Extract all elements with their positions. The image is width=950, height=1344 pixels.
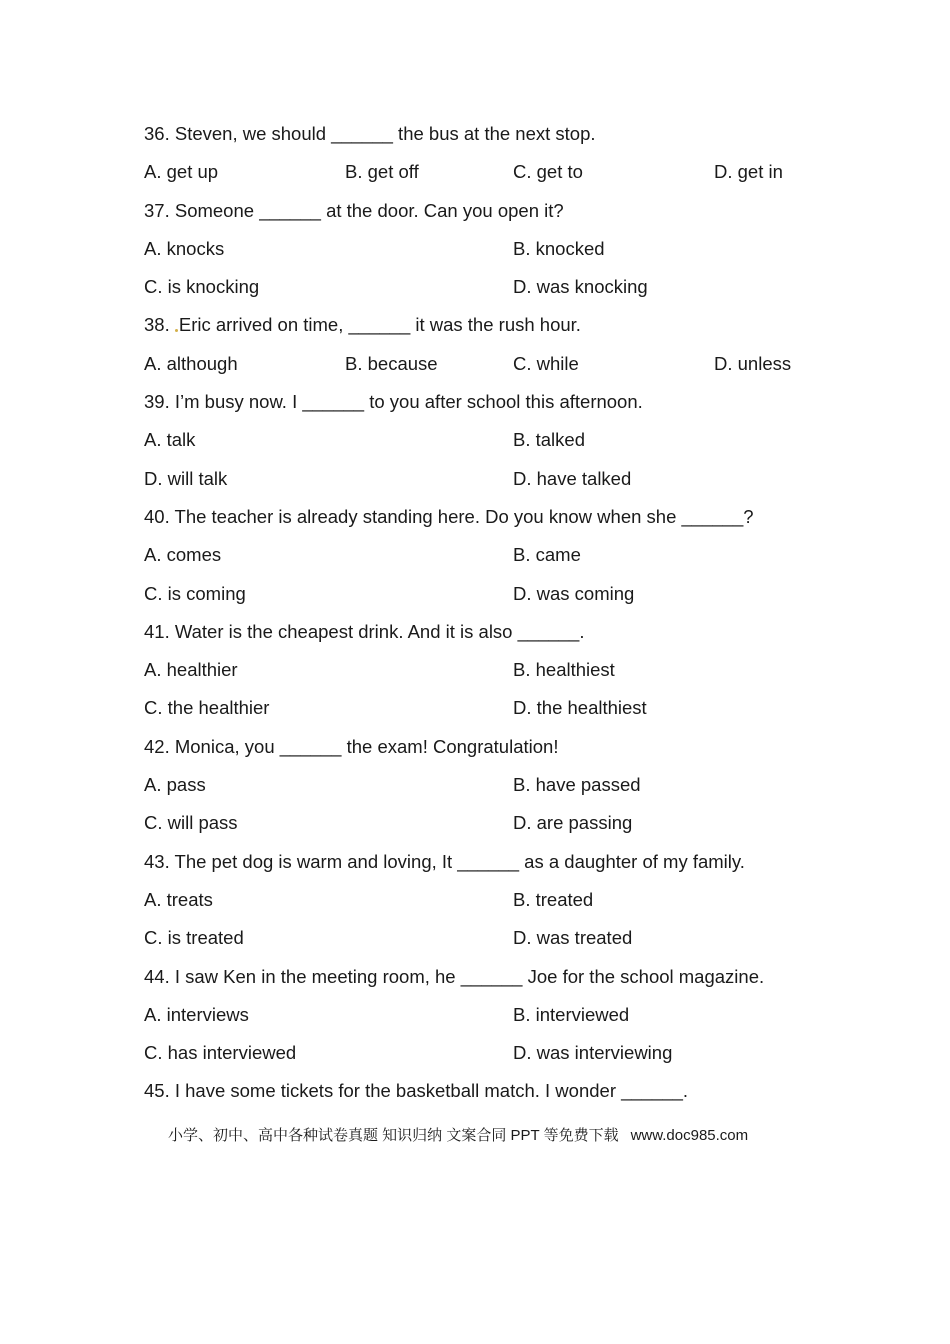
question-41-option-a: A. healthier (144, 659, 238, 680)
question-41-option-c: C. the healthier (144, 697, 270, 718)
question-43-option-c: C. is treated (144, 927, 244, 948)
question-37-option-b: B. knocked (513, 238, 605, 259)
question-36-option-b: B. get off (345, 161, 419, 182)
question-45-stem: 45. I have some tickets for the basketball match. I wonder ______. (144, 1080, 688, 1101)
question-38-option-d: D. unless (714, 353, 792, 374)
question-41-option-d: D. the healthiest (513, 697, 647, 718)
question-43-stem: 43. The pet dog is warm and loving, It ______ as a daughter of my family. (144, 851, 745, 872)
question-40-option-c: C. is coming (144, 583, 246, 604)
footer-text: 小学、初中、高中各种试卷真题 知识归纳 文案合同 PPT 等免费下载 (168, 1127, 619, 1144)
question-44-option-b: B. interviewed (513, 1004, 630, 1025)
question-44-option-a: A. interviews (144, 1004, 249, 1025)
question-37-option-d: D. was knocking (513, 276, 648, 297)
question-42-option-d: D. are passing (513, 812, 633, 833)
question-37-option-a: A. knocks (144, 238, 225, 259)
question-40-option-d: D. was coming (513, 583, 635, 604)
question-36-option-a: A. get up (144, 161, 219, 182)
question-43-option-a: A. treats (144, 889, 213, 910)
question-38-option-a: A. although (144, 353, 238, 374)
highlight-mark (175, 329, 178, 332)
question-36-stem: 36. Steven, we should ______ the bus at the next stop. (144, 123, 596, 144)
question-38-option-b: B. because (345, 353, 438, 374)
question-41-stem: 41. Water is the cheapest drink. And it is also ______. (144, 621, 585, 642)
question-42-stem: 42. Monica, you ______ the exam! Congratulation! (144, 736, 559, 757)
question-39-option-c: D. will talk (144, 468, 228, 489)
question-38-stem-line (144, 314, 581, 336)
page-footer (168, 1126, 748, 1146)
question-39-option-a: A. talk (144, 429, 196, 450)
footer-url[interactable]: www.doc985.com (630, 1127, 749, 1144)
question-42-option-b: B. have passed (513, 774, 641, 795)
question-38-stem: Eric arrived on time, ______ it was the rush hour. (178, 314, 581, 335)
question-40-stem: 40. The teacher is already standing here. Do you know when she ______? (144, 506, 754, 527)
question-37-option-c: C. is knocking (144, 276, 260, 297)
question-42-option-c: C. will pass (144, 812, 238, 833)
question-38-number: 38. (144, 314, 175, 335)
question-42-option-a: A. pass (144, 774, 206, 795)
question-44-option-d: D. was interviewing (513, 1042, 673, 1063)
question-36-option-c: C. get to (513, 161, 583, 182)
question-44-stem: 44. I saw Ken in the meeting room, he ______ Joe for the school magazine. (144, 966, 765, 987)
question-43-option-d: D. was treated (513, 927, 633, 948)
question-40-option-b: B. came (513, 544, 581, 565)
question-38-option-c: C. while (513, 353, 579, 374)
question-37-stem: 37. Someone ______ at the door. Can you open it? (144, 200, 564, 221)
question-36-option-d: D. get in (714, 161, 783, 182)
question-39-option-b: B. talked (513, 429, 585, 450)
question-41-option-b: B. healthiest (513, 659, 615, 680)
question-43-option-b: B. treated (513, 889, 594, 910)
question-40-option-a: A. comes (144, 544, 222, 565)
question-39-option-d: D. have talked (513, 468, 632, 489)
question-39-stem: 39. I’m busy now. I ______ to you after school this afternoon. (144, 391, 643, 412)
question-44-option-c: C. has interviewed (144, 1042, 297, 1063)
